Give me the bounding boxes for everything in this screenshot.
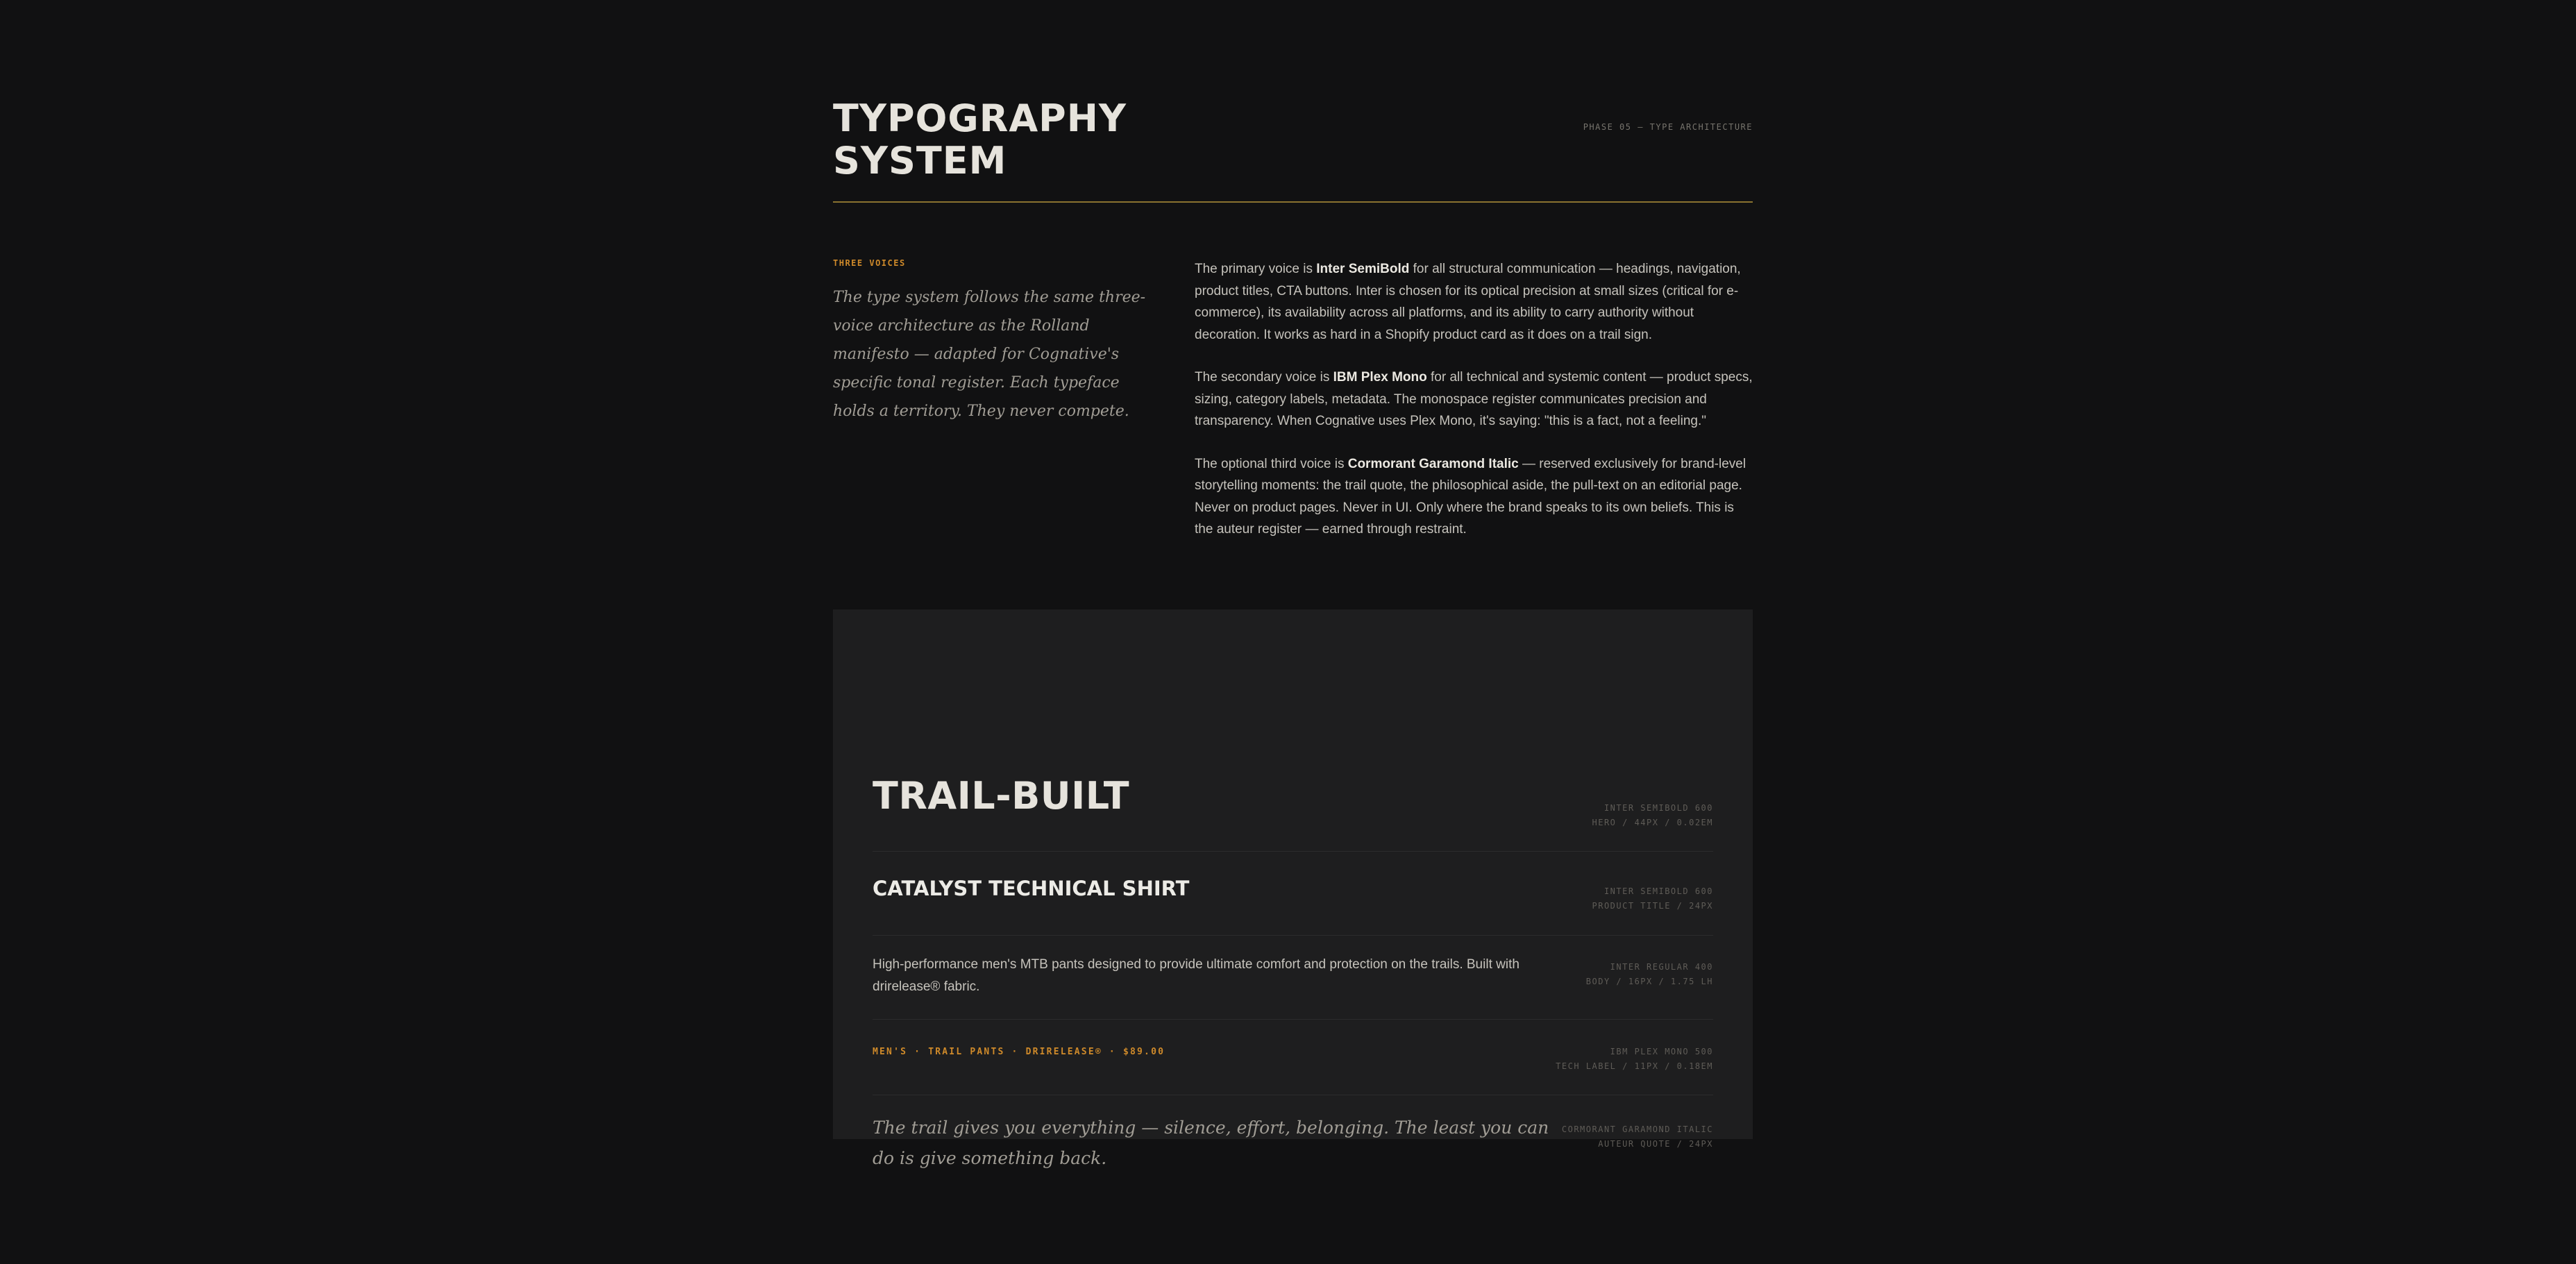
specimen-row-product-title (873, 851, 1713, 936)
specimen-row-hero (873, 609, 1713, 852)
paragraph-text: — reserved exclusively for brand-level storytelling moments: the trail quote, the philosophical aside, the pull-text on an editorial page. Never on product pages. Never in UI. Only where the brand speaks to its own beliefs. This is the auteur register — earned through restraint. (1195, 456, 1746, 537)
section-header (833, 97, 1753, 203)
phase-label: PHASE 05 — TYPE ARCHITECTURE (1583, 122, 1753, 132)
paragraph-text: The optional third voice is (1195, 456, 1348, 471)
page-content (833, 96, 1753, 1168)
product-title-spec (1592, 884, 1714, 913)
spec-usage: AUTEUR QUOTE / 24PX (1598, 1139, 1713, 1149)
spec-typeface: IBM PLEX MONO 500 (1610, 1047, 1713, 1056)
spec-typeface: INTER SEMIBOLD 600 (1603, 803, 1713, 813)
secondary-voice-paragraph (1195, 366, 1753, 432)
primary-voice-paragraph (1195, 258, 1753, 346)
section-eyebrow: THREE VOICES (833, 258, 906, 268)
type-specimen-panel (833, 609, 1753, 1168)
typeface-name: Cormorant Garamond Italic (1347, 456, 1519, 471)
spec-usage: HERO / 44PX / 0.02EM (1592, 818, 1713, 827)
product-title-sample: CATALYST TECHNICAL SHIRT (873, 877, 1190, 900)
spec-typeface: INTER SEMIBOLD 600 (1603, 886, 1713, 896)
auteur-quote-spec (1562, 1122, 1713, 1152)
hero-spec (1592, 801, 1714, 830)
intro-right-column (1195, 258, 1753, 562)
spec-typeface: CORMORANT GARAMOND ITALIC (1561, 1124, 1713, 1134)
page-title-line-2: SYSTEM (833, 139, 1007, 183)
specimen-row-tech-label (873, 1019, 1713, 1095)
third-voice-paragraph (1195, 453, 1753, 541)
paragraph-text: for all structural communication — headings, navigation, product titles, CTA buttons. Inter is chosen for its optical precision at small sizes (critical for e-commerce), its availability across all platforms, and its ability to carry authority without decoration. It works as hard in a Shopify product card as it does on a trail sign. (1195, 262, 1741, 342)
spec-usage: PRODUCT TITLE / 24PX (1592, 901, 1713, 911)
tech-label-spec (1556, 1045, 1713, 1074)
three-voices-section (833, 258, 1753, 536)
typeface-name: IBM Plex Mono (1333, 370, 1427, 385)
paragraph-text: The primary voice is (1195, 262, 1317, 276)
spec-usage: BODY / 16PX / 1.75 LH (1585, 977, 1713, 986)
auteur-quote-sample: The trail gives you everything — silence, effort, belonging. The least you can do is give something back. (873, 1118, 1549, 1168)
specimen-row-auteur (873, 1095, 1713, 1168)
hero-sample: TRAIL-BUILT (873, 774, 1130, 818)
specimen-row-body (873, 935, 1713, 1020)
typeface-name: Inter SemiBold (1316, 262, 1410, 276)
paragraph-text: The secondary voice is (1195, 370, 1333, 385)
tech-label-sample: MEN'S · TRAIL PANTS · DRIRELEASE® · $89.00 (873, 1047, 1165, 1057)
spec-usage: TECH LABEL / 11PX / 0.18EM (1556, 1061, 1713, 1071)
lead-statement: The type system follows the same three-voice architecture as the Rolland manifesto — adapted for Cognative's specific tonal register. Each typeface holds a territory. They never compete. (833, 289, 1146, 420)
paragraph-text: for all technical and systemic content — product specs, sizing, category labels, metadata. The monospace register communicates precision and transparency. When Cognative uses Plex Mono, it's saying: "this is a fact, not a feeling." (1195, 370, 1753, 428)
page-title-line-1: TYPOGRAPHY (833, 96, 1127, 140)
spec-typeface: INTER REGULAR 400 (1610, 962, 1713, 972)
body-sample: High-performance men's MTB pants designed to provide ultimate comfort and protection on the trails. Built with drirelease® fabric. (873, 957, 1519, 994)
intro-left-column (833, 258, 1159, 425)
page-title (833, 97, 1249, 182)
body-spec (1586, 960, 1713, 989)
